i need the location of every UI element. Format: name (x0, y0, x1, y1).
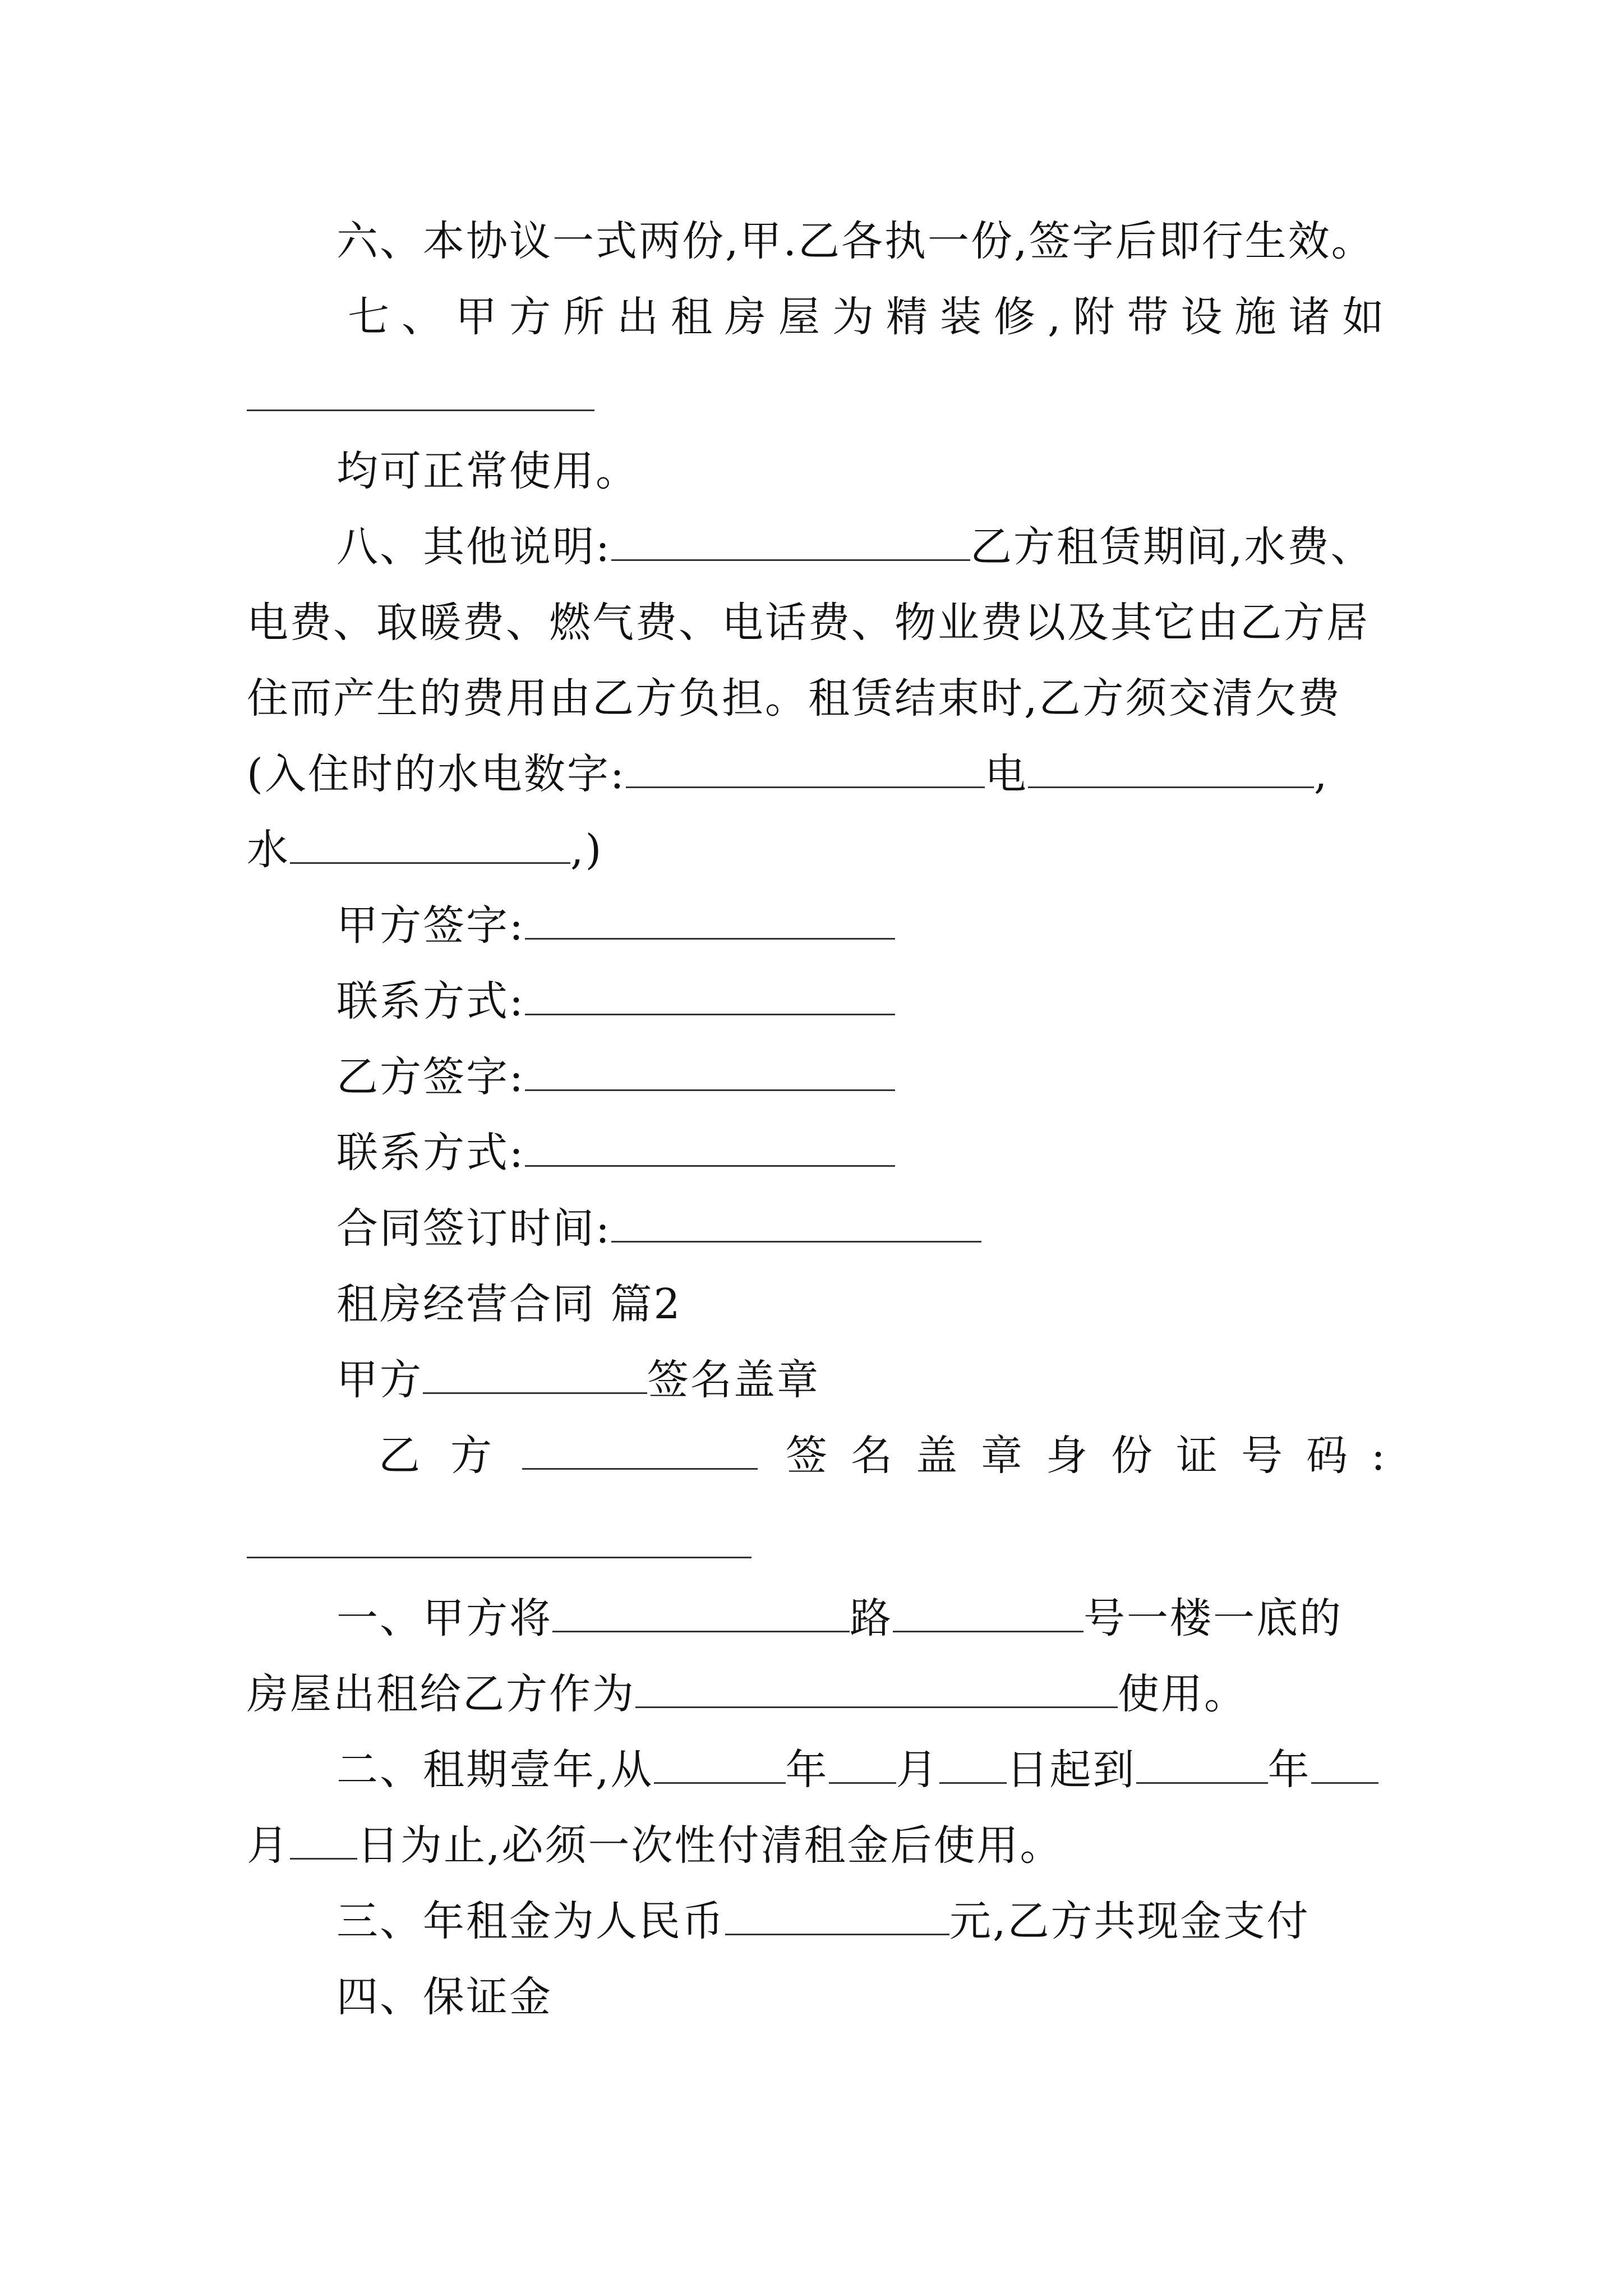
blank-end-month[interactable] (1311, 1747, 1378, 1784)
clause-8-label: 八、其他说明: (336, 523, 611, 571)
article-2-label: 二、租期壹年,从 (336, 1746, 654, 1794)
meter-reading-label: (入住时的水电数字: (247, 750, 626, 798)
blank-facilities[interactable] (247, 409, 594, 411)
article-4-text: 四、保证金 (336, 1973, 552, 2021)
section-heading-text: 租房经营合同 篇2 (336, 1280, 682, 1328)
party-b-row (379, 1428, 1409, 1484)
end-year-label: 年 (1267, 1746, 1311, 1794)
clause-8-line2 (247, 595, 1370, 651)
party-b-signature-field[interactable] (525, 1055, 895, 1091)
clause-8-line2-text: 电费、取暖费、燃气费、电话费、物业费以及其它由乙方居 (247, 599, 1370, 647)
article-4 (336, 1969, 552, 2025)
blank-end-year[interactable] (1136, 1747, 1268, 1784)
month-label: 月 (896, 1746, 939, 1794)
blank-road[interactable] (552, 1596, 850, 1632)
party-a-signature-label: 甲方签字: (336, 901, 525, 950)
road-label: 路 (850, 1594, 893, 1642)
article-2-text: 日为止,必须一次性付清租金后使用。 (357, 1821, 1063, 1870)
blank-rent-amount[interactable] (725, 1899, 949, 1935)
blank-electricity[interactable] (1028, 752, 1314, 788)
clause-8-line3 (247, 670, 1341, 726)
party-b-contact-label: 联系方式: (336, 1129, 525, 1177)
clause-7-cont-text: 均可正常使用。 (336, 447, 639, 495)
article-2 (336, 1742, 1378, 1798)
article-3 (336, 1893, 1310, 1949)
water-label: 水 (247, 826, 290, 874)
blank-start-year[interactable] (654, 1747, 786, 1784)
article-1-line2 (247, 1666, 1247, 1722)
party-b-id-label: 签名盖章身份证号码: (786, 1432, 1409, 1480)
blank-meter-reading[interactable] (626, 752, 985, 788)
blank-water[interactable] (290, 827, 570, 864)
article-1-text: 号一楼一底的 (1083, 1594, 1343, 1642)
clause-8-line3-text: 住而产生的费用由乙方负担。租赁结束时,乙方须交清欠费 (247, 674, 1341, 723)
article-1-line2-text: 房屋出租给乙方作为 (247, 1670, 635, 1718)
article-2-line2 (247, 1818, 1063, 1874)
clause-7-text: 七、甲方所出租房屋为精装修,附带设施诸如 (348, 293, 1396, 341)
article-3-text: 元,乙方共现金支付 (949, 1897, 1310, 1945)
blank-other-notes[interactable] (611, 524, 970, 561)
party-a-label: 甲方 (336, 1356, 423, 1404)
article-1 (336, 1590, 1343, 1646)
blank-usage[interactable] (635, 1672, 1118, 1708)
section-heading (336, 1276, 682, 1332)
party-b-label: 乙方 (379, 1432, 522, 1480)
article-1-label: 一、甲方将 (336, 1594, 552, 1642)
clause-7-cont (336, 443, 639, 499)
start-to-label: 日起到 (1006, 1746, 1136, 1794)
year-label: 年 (785, 1746, 829, 1794)
blank-number[interactable] (893, 1596, 1083, 1632)
usage-label: 使用。 (1118, 1670, 1247, 1718)
party-b-id-field[interactable] (247, 1557, 751, 1558)
blank-start-month[interactable] (829, 1747, 896, 1784)
party-a-seal-label: 签名盖章 (647, 1356, 820, 1404)
blank-start-day[interactable] (939, 1747, 1007, 1784)
party-a-contact-field[interactable] (525, 979, 895, 1015)
party-b-signature-row (336, 1049, 895, 1105)
party-b-contact-row (336, 1125, 895, 1181)
blank-end-day[interactable] (290, 1823, 357, 1860)
party-a-name-field[interactable] (423, 1358, 647, 1394)
party-a-signature-field[interactable] (525, 903, 895, 940)
party-a-contact-row (336, 973, 895, 1029)
meter-reading-line (247, 746, 1329, 802)
clause-8 (336, 519, 1373, 575)
clause-6-text: 六、本协议一式两份,甲.乙各执一份,签字后即行生效。 (336, 217, 1375, 265)
party-a-contact-label: 联系方式: (336, 977, 525, 1025)
clause-6 (336, 213, 1375, 269)
water-line (247, 822, 603, 878)
party-b-contact-field[interactable] (525, 1130, 895, 1167)
party-a-signature-row (336, 898, 895, 954)
sign-date-field[interactable] (611, 1206, 981, 1243)
party-b-name-field[interactable] (522, 1433, 758, 1470)
article-3-label: 三、年租金为人民币 (336, 1897, 725, 1945)
comma: , (1313, 750, 1329, 798)
clause-7 (348, 289, 1396, 345)
sign-date-row (336, 1200, 981, 1257)
electricity-label: 电 (984, 750, 1028, 798)
end-month-label: 月 (247, 1821, 290, 1870)
party-b-signature-label: 乙方签字: (336, 1053, 525, 1101)
sign-date-label: 合同签订时间: (336, 1204, 611, 1253)
party-a-row (336, 1352, 820, 1408)
clause-8-text: 乙方租赁期间,水费、 (970, 523, 1374, 571)
water-close: ,) (570, 826, 603, 874)
